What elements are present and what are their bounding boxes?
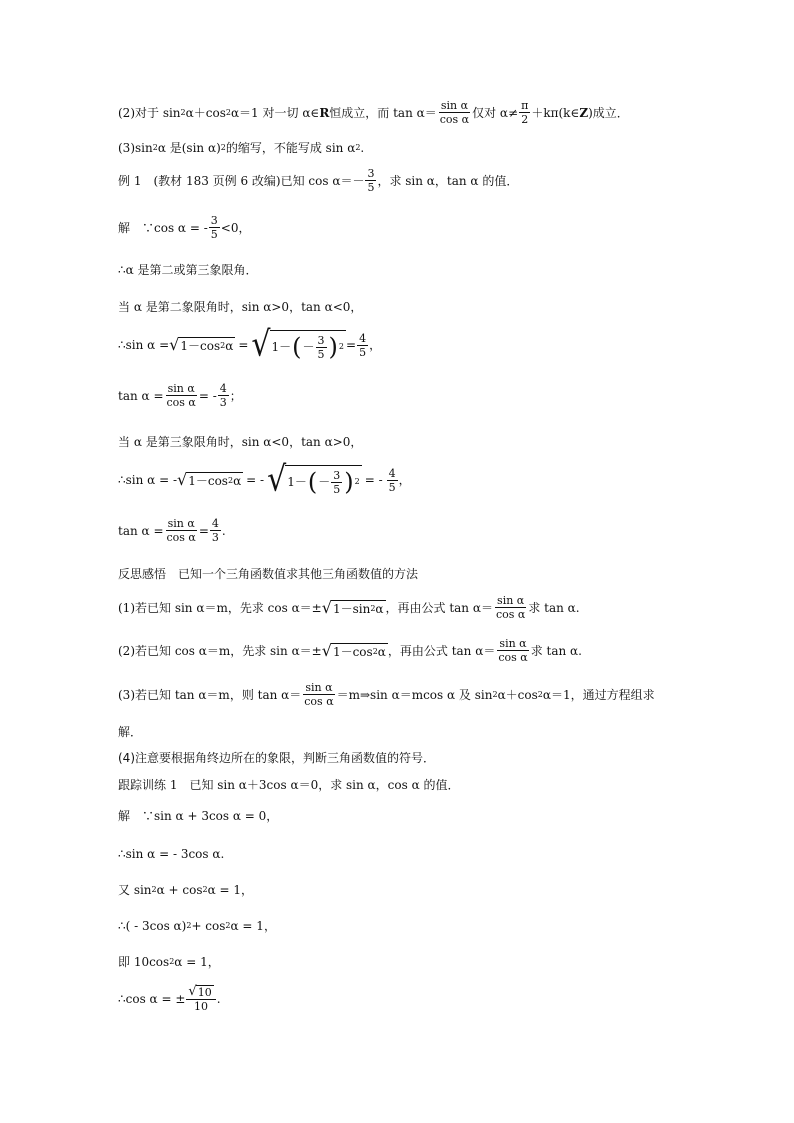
frac-num: 4 [211,517,219,530]
l14-a: (2)若已知 cos α＝m，先求 sin α＝± [118,643,322,658]
l10-end: ， [398,473,411,487]
l11-a: tan α = [118,523,164,538]
l13-b: ，再由公式 tan α＝ [385,600,493,615]
l2-d: . [360,141,365,155]
fraction [438,100,471,125]
text-line-8 [118,383,242,408]
sqrt: √ 1－cos 2 α [169,335,234,354]
l15-b: ＝m⇒sin α＝mcos α 及 sin [336,687,493,702]
l13-c: 求 tan α. [528,600,580,615]
l2-c: 的缩写，不能写成 sin α [225,141,356,155]
frac-num [186,985,215,1000]
rad-text: 1－ [271,340,292,354]
text-line-16 [118,726,142,738]
l8-end: ； [229,388,242,403]
sqrt: √ 1－cos 2 α [321,640,386,660]
sqrt-big: √ 1－ ( － $\frac{3}{5}$ ) 2 [251,324,344,365]
l10-eq: = - [246,473,265,487]
l6-a: 当 α 是第二象限角时，sin α>0，tan α<0， [118,300,363,314]
frac-num: 3 [333,468,341,482]
frac-den: cos α [166,531,196,544]
text-line-7 [118,324,382,365]
l1-t6: )成立． [588,105,629,120]
l2-b: α 是(sin α) [157,141,221,155]
text-line-11 [118,518,226,543]
frac-den: 5 [317,347,325,361]
text-line-12 [118,568,418,580]
rad-text: 1－ [287,475,307,489]
l22-a: ∴( - 3cos α) [118,919,187,933]
fraction [302,682,335,707]
l18-a: 跟踪训练 1 已知 sin α＋3cos α＝0，求 sin α，cos α 的值． [118,778,460,792]
frac-num: sin α [497,594,525,607]
text-line-2: (3)sin 2 α 是(sin α) 2 的缩写，不能写成 sin α 2 . [118,141,365,155]
text-line-10 [118,459,411,500]
frac-num: sin α [167,517,195,530]
text-line-22: ∴( - 3cos α) 2 + cos 2 α = 1， [118,919,276,933]
text-line-18 [118,779,460,791]
frac-num: 4 [388,466,396,480]
fraction [210,518,221,543]
rad-text: α [375,601,384,616]
l7-end: ， [369,338,382,352]
rad-text: － [318,475,331,489]
frac-den: 5 [359,345,367,359]
sqrt-big: √ 1－ ( － $\frac{3}{5}$ ) 2 [267,459,360,500]
text-line-9 [118,436,362,448]
fraction [218,383,229,408]
l2-a: (3)sin [118,141,153,155]
frac-den: 5 [388,480,396,494]
rad-text: 1－cos [188,474,228,488]
text-line-1: (2)对于 sin 2 α＋cos 2 α＝1 对一切 α∈ R 恒成立，而 tan α＝ $\frac{\text{sin α}}{\text{cos α}}$ 仅对 α≠ $\frac{\pi}{2}$ ＋kπ(k∈ Z )成立． [118,99,629,126]
fraction [357,333,368,358]
text-line-3 [118,168,518,193]
l23-b: α = 1， [174,955,220,969]
frac-num: sin α [440,99,469,112]
fraction [494,595,527,620]
frac-den: 3 [211,531,219,544]
frac-num: 3 [317,333,325,347]
rad-text: 1－sin [332,601,371,616]
l10-eq2: = - [364,473,383,487]
l4-a: 解 ∵cos α = - [118,220,208,235]
l15-d: α＝1，通过方程组求 [542,687,655,702]
fraction [387,468,398,493]
fraction [165,518,198,543]
l22-b: + cos [191,919,226,933]
l1-Z: Z [579,105,589,120]
l11-b: = [198,523,209,538]
frac-den: 2 [521,113,529,126]
frac-den: 5 [210,228,218,241]
frac-num: sin α [167,382,195,395]
text-line-15: (3)若已知 tan α＝m，则 tan α＝ $\frac{\text{sin α}}{\text{cos α}}$ ＝m⇒sin α＝mcos α 及 sin 2 α＋cos 2 α＝1，通过方程组求 [118,681,655,708]
l8-b: = - [198,388,217,403]
l21-a: 又 sin [118,883,152,897]
sqrt: √ 1－cos 2 α [177,470,242,489]
frac-den: cos α [439,113,470,126]
fraction [316,335,327,360]
rad-text: － [302,340,315,354]
l11-end: . [221,523,226,538]
l15-a: (3)若已知 tan α＝m，则 tan α＝ [118,687,302,702]
l24-end: . [216,991,221,1006]
text-line-19 [118,810,278,822]
frac-num: 4 [219,382,227,395]
l4-b: <0， [220,220,251,235]
sqrt: √ 1－sin 2 α [321,597,384,617]
l7-eq: = [238,338,249,352]
frac-den: 5 [333,482,341,496]
frac-num: π [521,99,529,112]
l1-t5: ＋kπ(k∈ [531,105,580,120]
frac-den: 5 [367,181,375,194]
sqrt: √ 10 [188,984,212,999]
text-line-24 [118,985,221,1012]
fraction [519,100,530,125]
section-heading: 反思感悟 已知一个三角函数值求其他三角函数值的方法 [118,567,419,581]
fraction [165,383,198,408]
l15-c: α＋cos [497,687,538,702]
l7-a: ∴sin α = [118,338,170,352]
l1-prefix: (2)对于 sin [118,105,181,120]
frac-num: 3 [210,214,218,227]
frac-den: cos α [304,695,334,708]
l14-c: 求 tan α. [530,643,582,658]
l13-a: (1)若已知 sin α＝m，先求 cos α＝± [118,600,322,615]
frac-den: cos α [495,608,526,621]
text-line-4 [118,215,250,240]
frac-den: cos α [498,651,528,664]
frac-den: 3 [219,396,227,409]
l8-a: tan α = [118,388,164,403]
rad-text: α [377,644,386,659]
eq-sign: = [346,338,357,352]
frac-num: sin α [305,681,333,694]
fraction [496,638,529,663]
l1-t2: α＝1 对一切 α∈ [230,105,320,120]
l24-a: ∴cos α = ± [118,991,186,1006]
l22-c: α = 1， [230,919,276,933]
rad-text: 10 [197,986,212,999]
fraction [186,985,215,1012]
text-line-17 [118,752,435,764]
text-line-14 [118,638,582,663]
text-line-13 [118,595,580,620]
l16-a: 解． [118,725,143,739]
text-line-21: 又 sin 2 α + cos 2 α = 1， [118,883,254,897]
l1-t1: α＋cos [185,105,226,120]
rad-text: α [233,474,242,488]
rad-text: 1－cos [180,339,221,353]
l17-a: (4)注意要根据角终边所在的象限，判断三角函数值的符号． [118,751,436,765]
l1-R: R [319,105,330,120]
l19-a: 解 ∵sin α + 3cos α = 0， [118,809,279,823]
fraction [365,168,376,193]
fraction [331,470,342,495]
frac-den: cos α [166,396,196,409]
l3-a: 例 1 (教材 183 页例 6 改编)已知 cos α＝－ [118,173,365,188]
l23-a: 即 10cos [118,955,170,969]
rad-text: α [225,339,234,353]
frac-den: 10 [194,1000,209,1013]
l14-b: ，再由公式 tan α＝ [387,643,496,658]
text-line-5 [118,264,258,276]
text-line-23: 即 10cos 2 α = 1， [118,955,220,969]
frac-num: 3 [367,167,375,180]
l20-a: ∴sin α = - 3cos α. [118,847,225,861]
frac-num: 4 [359,331,367,345]
l3-b: ，求 sin α，tan α 的值． [377,173,519,188]
frac-num: sin α [499,637,527,650]
l9-a: 当 α 是第三象限角时，sin α<0，tan α>0， [118,435,363,449]
l10-a: ∴sin α = - [118,473,178,487]
l21-c: α = 1， [207,883,254,897]
text-line-6 [118,301,362,313]
fraction [209,215,220,240]
rad-text: 1－cos [332,644,373,659]
l1-t4: 仅对 α≠ [472,105,519,120]
text-line-20 [118,848,224,860]
l5-a: ∴α 是第二或第三象限角． [118,263,258,277]
l1-t3: 恒成立，而 tan α＝ [329,105,437,120]
l21-b: α + cos [156,883,203,897]
